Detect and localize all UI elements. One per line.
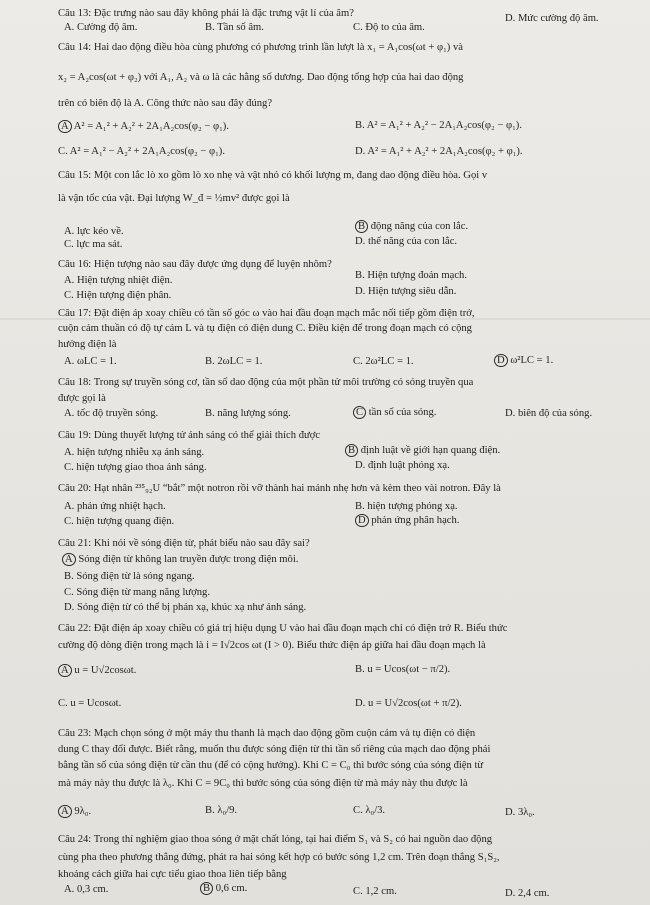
q21-stem: Câu 21: Khi nói về sóng điện từ, phát biểu nào sau đây sai?: [58, 538, 310, 549]
q18-option-c-text: tần số của sóng.: [368, 407, 437, 418]
q15-option-d: D. thế năng của con lắc.: [355, 236, 458, 247]
q16-option-d: D. Hiện tượng siêu dẫn.: [355, 286, 457, 297]
answer-circle-mark: B: [345, 444, 358, 457]
q23-option-d: D. 3λ₀.: [505, 807, 535, 818]
q17-option-d: [494, 354, 553, 368]
q19-option-c: C. hiện tượng giao thoa ánh sáng.: [64, 462, 207, 473]
answer-circle-mark: B: [200, 882, 213, 895]
q23-stem-line2: dung C thay đổi được. Biết rằng, muốn thu được sóng điện từ thì tần số riêng của mạch dao động phải: [58, 744, 491, 755]
q21-option-a-text: Sóng điện từ không lan truyền được trong điện môi.: [78, 554, 299, 565]
q22-stem-line1: Câu 22: Đặt điện áp xoay chiều có giá trị hiệu dụng U vào hai đầu đoạn mạch chỉ có điện trở R. Biểu thức: [58, 623, 508, 634]
q14-stem-line3: trên có biên độ là A. Công thức nào sau đây đúng?: [58, 98, 273, 109]
q23-stem-line4: mà máy này thu được là λ₀. Khi C = 9C₀ thì bước sóng của sóng điện từ mà máy này thu được là: [58, 778, 468, 789]
q15-stem-line2: là vận tốc của vật. Đại lượng W_đ = ½mv² được gọi là: [58, 193, 290, 204]
q14-stem-line2: x₂ = A₂cos(ωt + φ₂) với A₁, A₂ và ω là các hằng số dương. Dao động tổng hợp của hai dao động: [58, 72, 464, 83]
q17-stem-line1: Câu 17: Đặt điện áp xoay chiều có tần số góc ω vào hai đầu đoạn mạch mắc nối tiếp gồm điện trở,: [58, 308, 475, 319]
answer-circle-mark: A: [58, 805, 72, 818]
q15-stem-line1: Câu 15: Một con lắc lò xo gồm lò xo nhẹ và vật nhỏ có khối lượng m, đang dao động điều hòa. Gọi v: [58, 170, 488, 181]
q13-option-d: D. Mức cường độ âm.: [505, 13, 599, 24]
q23-option-a: [58, 805, 91, 819]
q13-option-a: A. Cường độ âm.: [64, 22, 138, 33]
q19-option-a: A. hiện tượng nhiễu xạ ánh sáng.: [64, 447, 205, 458]
q15-option-b: [355, 220, 468, 234]
q21-option-d: D. Sóng điện từ có thể bị phản xạ, khúc xạ như ánh sáng.: [64, 602, 307, 613]
q13-option-b: B. Tần số âm.: [205, 22, 264, 33]
q17-option-d-text: ω²LC = 1.: [510, 355, 554, 366]
q14-option-a: [58, 120, 229, 134]
q23-option-b: B. λ₀/9.: [205, 805, 238, 816]
answer-circle-mark: B: [355, 220, 368, 233]
q22-option-c: C. u = Ucosωt.: [58, 698, 122, 709]
answer-circle-mark: A: [58, 664, 72, 677]
q24-option-b: [200, 882, 247, 896]
q13-option-c: C. Độ to của âm.: [353, 22, 425, 33]
q24-stem-line1: Câu 24: Trong thí nghiệm giao thoa sóng ở mặt chất lỏng, tại hai điểm S₁ và S₂ có hai nguồn dao động: [58, 834, 493, 845]
q17-option-b: B. 2ωLC = 1.: [205, 356, 263, 367]
q15-option-a: A. lực kéo về.: [64, 226, 124, 237]
answer-circle-mark: D: [494, 354, 508, 367]
q18-option-d: D. biên độ của sóng.: [505, 408, 593, 419]
q18-stem-line1: Câu 18: Trong sự truyền sóng cơ, tần số dao động của một phần tử môi trường có sóng truyền qua: [58, 377, 474, 388]
answer-circle-mark: D: [355, 514, 369, 527]
q17-option-a: A. ωLC = 1.: [64, 356, 117, 367]
q24-option-d: D. 2,4 cm.: [505, 888, 550, 899]
answer-circle-mark: A: [58, 120, 72, 133]
q14-option-d: D. A² = A₁² + A₂² + 2A₁A₂cos(φ₂ + φ₁).: [355, 146, 523, 157]
q18-stem-line2: được gọi là: [58, 393, 106, 404]
q20-option-b: B. hiện tượng phóng xạ.: [355, 501, 458, 512]
q16-option-c: C. Hiện tượng điện phân.: [64, 290, 172, 301]
q16-option-a: A. Hiện tượng nhiệt điện.: [64, 275, 173, 286]
q24-stem-line3: khoảng cách giữa hai cực tiểu giao thoa liên tiếp bằng: [58, 869, 287, 880]
q19-stem: Câu 19: Dùng thuyết lượng tử ánh sáng có thể giải thích được: [58, 430, 321, 441]
q22-option-b: B. u = Ucos(ωt − π/2).: [355, 664, 451, 675]
q17-option-c: C. 2ω²LC = 1.: [353, 356, 414, 367]
q17-stem-line3: hưởng điện là: [58, 339, 117, 350]
q24-option-c: C. 1,2 cm.: [353, 886, 397, 897]
q14-option-b: B. A² = A₁² + A₂² − 2A₁A₂cos(φ₂ − φ₁).: [355, 120, 522, 131]
q15-option-c: C. lực ma sát.: [64, 239, 123, 250]
q23-option-a-text: 9λ₀.: [74, 806, 92, 817]
q13-stem: Câu 13: Đặc trưng nào sau đây không phải là đặc trưng vật lí của âm?: [58, 8, 354, 19]
q20-option-a: A. phản ứng nhiệt hạch.: [64, 501, 166, 512]
q21-option-a: [62, 553, 298, 567]
q23-stem-line3: bằng tần số của sóng điện từ cần thu (để có cộng hưởng). Khi C = C₀ thì bước sóng của sóng điện từ: [58, 760, 484, 771]
q22-option-d: D. u = U√2cos(ωt + π/2).: [355, 698, 462, 709]
q15-option-b-text: động năng của con lắc.: [370, 221, 469, 232]
answer-circle-mark: A: [62, 553, 76, 566]
q14-option-a-text: A² = A₁² + A₂² + 2A₁A₂cos(φ₂ − φ₁).: [73, 121, 229, 132]
q23-option-c: C. λ₀/3.: [353, 805, 386, 816]
q24-stem-line2: cùng pha theo phương thẳng đứng, phát ra hai sóng kết hợp có bước sóng 1,2 cm. Trên đoạn thẳng S₁S₂,: [58, 852, 500, 863]
q22-stem-line2: cường độ dòng điện trong mạch là i = I√2cos ωt (I > 0). Biểu thức điện áp giữa hai đầu đoạn mạch là: [58, 640, 486, 651]
q18-option-b: B. năng lượng sóng.: [205, 408, 291, 419]
q18-option-c: [353, 406, 436, 420]
q20-stem: Câu 20: Hạt nhân ²³⁵₉₂U “bắt” một notron rồi vỡ thành hai mảnh nhẹ hơn và kèm theo vài notron. Đây là: [58, 483, 501, 494]
q21-option-b: B. Sóng điện từ là sóng ngang.: [64, 571, 195, 582]
q21-option-c: C. Sóng điện từ mang năng lượng.: [64, 587, 210, 598]
q20-option-d-text: phản ứng phân hạch.: [371, 515, 460, 526]
q14-stem-line1: Câu 14: Hai dao động điều hòa cùng phương có phương trình lần lượt là x₁ = A₁cos(ωt + φ₁) và: [58, 42, 463, 53]
q17-stem-line2: cuộn cảm thuần có độ tự cảm L và tụ điện có điện dung C. Điều kiện để trong đoạn mạch có cộng: [58, 323, 472, 334]
q22-option-a: [58, 664, 136, 678]
q19-option-b-text: định luật về giới hạn quang điện.: [360, 445, 501, 456]
q24-option-a: A. 0,3 cm.: [64, 884, 109, 895]
q20-option-c: C. hiện tượng quang điện.: [64, 516, 175, 527]
q19-option-b: [345, 444, 500, 458]
q16-option-b: B. Hiện tượng đoản mạch.: [355, 270, 467, 281]
q20-option-d: [355, 514, 459, 528]
q23-stem-line1: Câu 23: Mạch chọn sóng ở một máy thu thanh là mạch dao động gồm cuộn cảm và tụ điện có điện: [58, 728, 476, 739]
q24-option-b-text: 0,6 cm.: [215, 883, 248, 894]
q19-option-d: D. định luật phóng xạ.: [355, 460, 450, 471]
q22-option-a-text: u = U√2cosωt.: [74, 665, 137, 676]
q14-option-c: C. A² = A₁² − A₂² + 2A₁A₂cos(φ₂ − φ₁).: [58, 146, 225, 157]
answer-circle-mark: C: [353, 406, 366, 419]
q16-stem: Câu 16: Hiện tượng nào sau đây được ứng dụng để luyện nhôm?: [58, 259, 332, 270]
q18-option-a: A. tốc độ truyền sóng.: [64, 408, 159, 419]
